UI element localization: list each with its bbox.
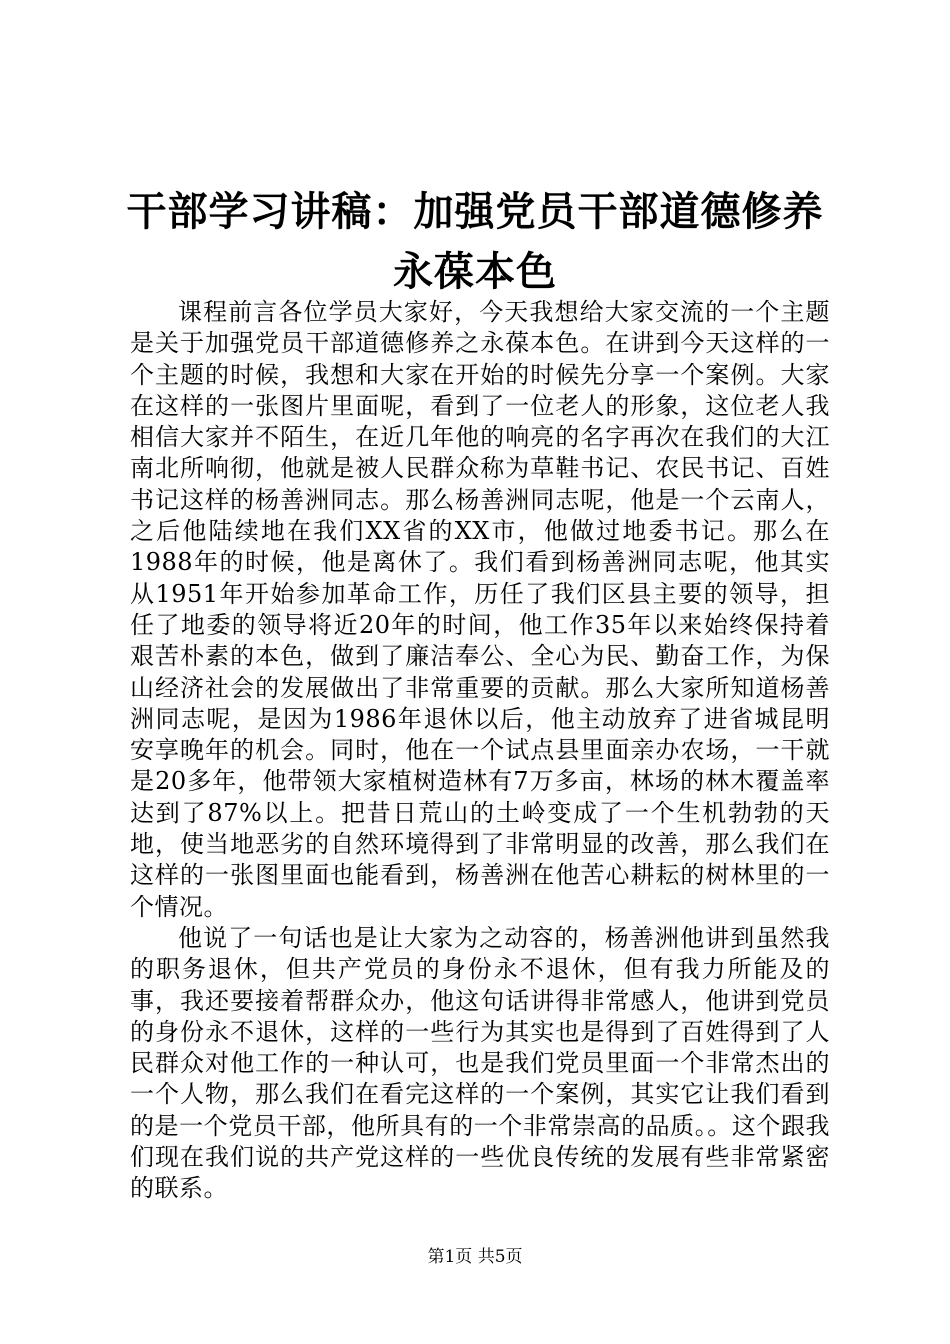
body-paragraph: 课程前言各位学员大家好，今天我想给大家交流的一个主题是关于加强党员干部道德修养之永葆本色。在讲到今天这样的一个主题的时候，我想和大家在开始的时候先分享一个案例。大家在这样的一张图片里面呢，看到了一位老人的形象，这位老人我相信大家并不陌生，在近几年他的响亮的名字再次在我们的大江南北所响彻，他就是被人民群众称为草鞋书记、农民书记、百姓书记这样的杨善洲同志。那么杨善洲同志呢，他是一个云南人，之后他陆续地在我们XX省的XX市，他做过地委书记。那么在1988年的时候，他是离休了。我们看到杨善洲同志呢，他其实从1951年开始参加革命工作，历任了我们区县主要的领导，担任了地委的领导将近20年的时间，他工作35年以来始终保持着艰苦朴素的本色，做到了廉洁奉公、全心为民、勤奋工作，为保山经济社会的发展做出了非常重要的贡献。那么大家所知道杨善洲同志呢，是因为1986年退休以后，他主动放弃了进省城昆明安享晚年的机会。同时，他在一个试点县里面亲办农场，一干就是20多年，他带领大家植树造林有7万多亩，林场的林木覆盖率达到了87%以上。把昔日荒山的土岭变成了一个生机勃勃的天地，使当地恶劣的自然环境得到了非常明显的改善，那么我们在这样的一张图里面也能看到，杨善洲在他苦心耕耘的树林里的一个情况。: [130, 298, 830, 921]
document-title: 干部学习讲稿：加强党员干部道德修养永葆本色: [126, 188, 824, 295]
page-number-footer: 第1页 共5页: [427, 1247, 523, 1267]
document-body: [130, 297, 830, 1205]
body-paragraph: 他说了一句话也是让大家为之动容的，杨善洲他讲到虽然我的职务退休，但共产党员的身份永不退休，但有我力所能及的事，我还要接着帮群众办，他这句话讲得非常感人，他讲到党员的身份永不退休，这样的一些行为其实也是得到了百姓得到了人民群众对他工作的一种认可，也是我们党员里面一个非常杰出的一个人物，那么我们在看完这样的一个案例，其实它让我们看到的是一个党员干部，他所具有的一个非常崇高的品质。。这个跟我们现在我们说的共产党这样的一些优良传统的发展有些非常紧密的联系。: [130, 923, 830, 1203]
